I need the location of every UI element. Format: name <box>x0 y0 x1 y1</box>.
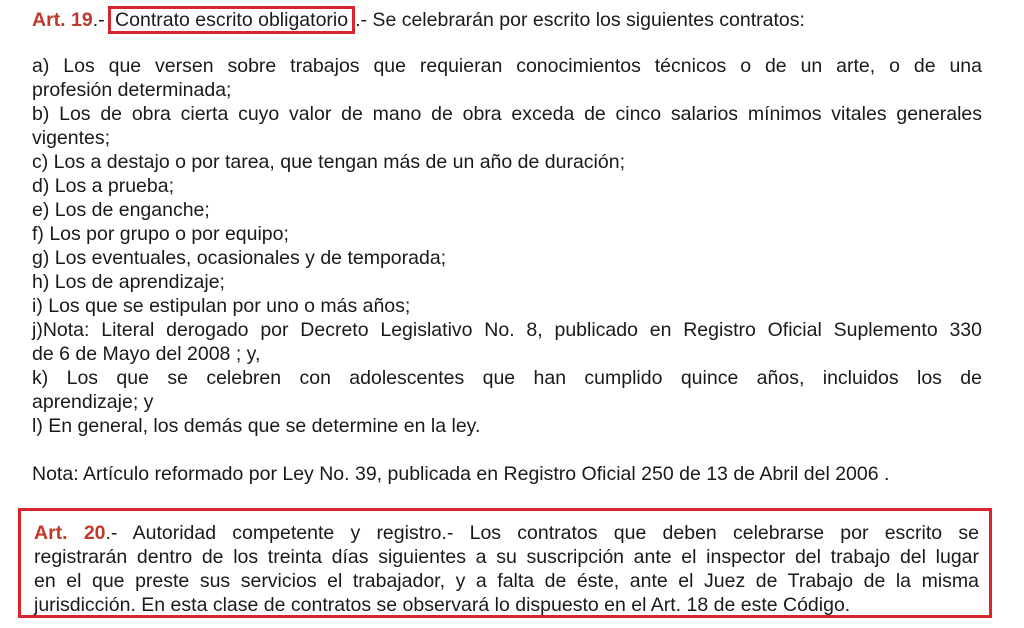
list-item-l: l) En general, los demás que se determine en la ley. <box>32 415 481 437</box>
art19-heading <box>32 8 982 32</box>
art20-number: Art. 20 <box>34 522 106 544</box>
list-item-i: i) Los que se estipulan por uno o más años; <box>32 295 411 317</box>
list-item-k-line1: k) Los que se celebren con adolescentes que han cumplido quince años, incluidos los de <box>32 367 982 389</box>
art20-line1 <box>34 521 979 545</box>
art19-reform-note: Nota: Artículo reformado por Ley No. 39, publicada en Registro Oficial 250 de 13 de Abril del 2006 . <box>32 463 890 485</box>
art19-list <box>32 54 982 438</box>
list-item-a-line1: a) Los que versen sobre trabajos que requieran conocimientos técnicos o de un arte, o de una <box>32 55 982 77</box>
list-item-f: f) Los por grupo o por equipo; <box>32 223 289 245</box>
art20-line3: en el que preste sus servicios el trabajador, y a falta de éste, ante el Juez de Trabajo de la misma <box>34 570 979 592</box>
art19-title-separator: .- <box>355 9 368 31</box>
art20-line1-text: .- Autoridad competente y registro.- Los contratos que deben celebrarse por escrito se <box>105 522 979 544</box>
art20-line2: registrarán dentro de los treinta días siguientes a su suscripción ante el inspector del trabajo del lugar <box>34 546 979 568</box>
document-body <box>32 8 982 486</box>
art19-intro: Se celebrarán por escrito los siguientes contratos: <box>367 9 805 31</box>
paragraph-gap <box>32 32 982 54</box>
art19-separator: .- <box>92 9 105 31</box>
list-item-c: c) Los a destajo o por tarea, que tengan más de un año de duración; <box>32 151 625 173</box>
art19-title-highlight <box>108 6 355 34</box>
list-item-b-line2: vigentes; <box>32 127 111 149</box>
art19-title: Contrato escrito obligatorio <box>115 9 349 31</box>
list-item-h: h) Los de aprendizaje; <box>32 271 225 293</box>
list-item-j-line2: de 6 de Mayo del 2008 ; y, <box>32 343 261 365</box>
art20-line4: jurisdicción. En esta clase de contratos se observará lo dispuesto en el Art. 18 de este Código. <box>34 594 851 616</box>
art20-highlight-box <box>18 508 992 618</box>
list-item-a-line2: profesión determinada; <box>32 79 232 101</box>
list-item-e: e) Los de enganche; <box>32 199 210 221</box>
art19-number: Art. 19 <box>32 9 93 31</box>
list-item-k-line2: aprendizaje; y <box>32 391 154 413</box>
list-item-b-line1: b) Los de obra cierta cuyo valor de mano de obra exceda de cinco salarios mínimos vitales generales <box>32 103 982 125</box>
list-item-d: d) Los a prueba; <box>32 175 175 197</box>
list-item-g: g) Los eventuales, ocasionales y de temporada; <box>32 247 447 269</box>
list-item-j-line1: j)Nota: Literal derogado por Decreto Legislativo No. 8, publicado en Registro Oficial Suplemento 330 <box>32 319 982 341</box>
